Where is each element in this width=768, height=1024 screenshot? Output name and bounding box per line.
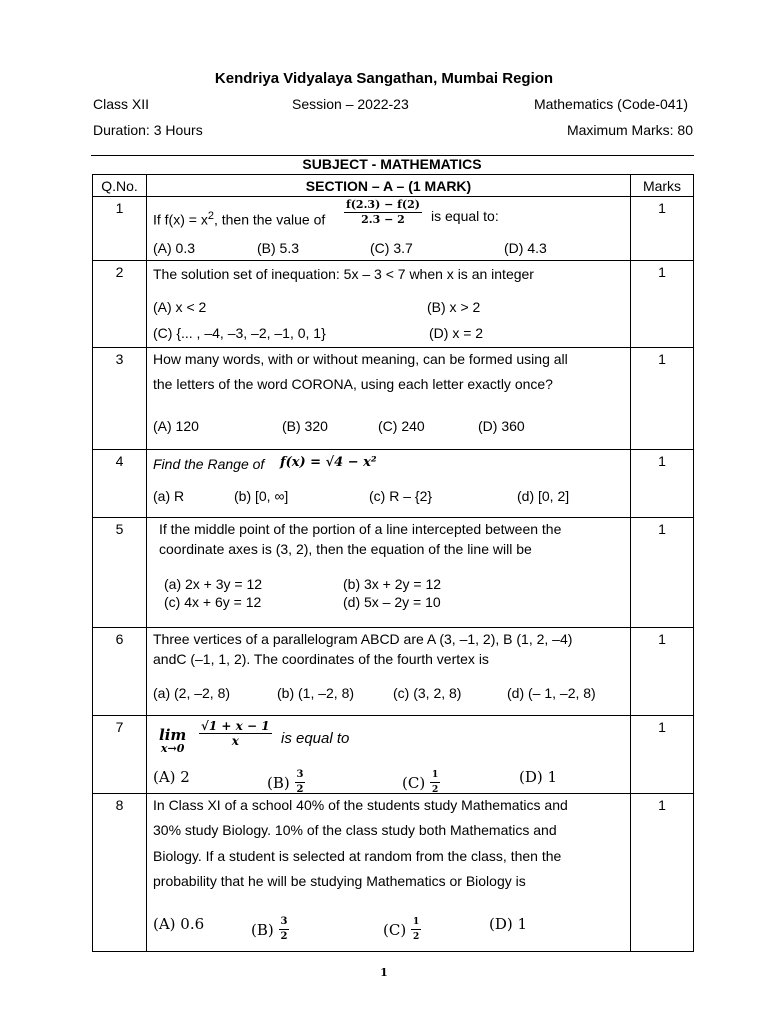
option-c: (C) {... , –4, –3, –2, –1, 0, 1}	[153, 325, 326, 341]
max-marks-label: Maximum Marks: 80	[566, 122, 693, 138]
question-marks: 1	[631, 794, 694, 952]
question-body	[147, 450, 631, 518]
option-b: (B) $\frac{3}{2}$	[251, 916, 288, 942]
question-marks: 1	[631, 450, 694, 518]
option-a: (A) 0.3	[153, 240, 196, 256]
question-number: 5	[93, 518, 147, 628]
page-number: 1	[380, 966, 388, 979]
question-text-end: is equal to:	[431, 208, 499, 224]
option-d: (d) 5x – 2y = 10	[343, 594, 441, 610]
option-c: (C) $\frac{1}{2}$	[383, 917, 420, 942]
option-c: (c) 4x + 6y = 12	[164, 594, 262, 610]
option-b: (B) x > 2	[427, 299, 481, 315]
option-c: (C) 240	[378, 418, 425, 434]
question-body	[147, 628, 631, 716]
table-header-row	[93, 175, 694, 197]
option-c: (c) R – {2}	[369, 488, 433, 504]
school-title: Kendriya Vidyalaya Sangathan, Mumbai Region	[214, 70, 554, 87]
option-a: (a) (2, –2, 8)	[153, 685, 231, 701]
limit-fraction: $\frac{√1 + x - 1}{x}$	[201, 719, 270, 748]
subject-code-label: Mathematics (Code-041)	[533, 96, 688, 112]
question-marks: 1	[631, 628, 694, 716]
fraction: $\frac{f(2.3) - f(2)}{2.3 - 2}$	[346, 198, 420, 226]
option-b: (B) 5.3	[257, 240, 300, 256]
option-a: (A) 120	[153, 418, 199, 434]
question-text-line-1: In Class XI of a school 40% of the students study Mathematics and	[153, 797, 568, 813]
question-number: 6	[93, 628, 147, 716]
option-d: (D) 360	[478, 418, 525, 434]
question-body	[147, 518, 631, 628]
option-b: (B) 320	[282, 418, 328, 434]
section-header: SECTION – A – (1 MARK)	[147, 175, 631, 197]
option-b: (B) $\frac{3}{2}$	[267, 769, 304, 795]
question-text-line-1: Three vertices of a parallelogram ABCD are A (3, –1, 2), B (1, 2, –4)	[153, 631, 573, 647]
question-marks: 1	[631, 197, 694, 261]
subject-heading: SUBJECT - MATHEMATICS	[302, 156, 482, 172]
option-b: (b) [0, ∞]	[234, 488, 289, 504]
question-body	[147, 794, 631, 952]
question-marks: 1	[631, 716, 694, 794]
option-a: (a) 2x + 3y = 12	[164, 576, 263, 592]
question-body	[147, 348, 631, 450]
option-d: (D) 1	[489, 915, 528, 933]
question-number: 7	[93, 716, 147, 794]
questions-table	[92, 174, 694, 952]
question-marks: 1	[631, 348, 694, 450]
option-a: (a) R	[153, 488, 185, 504]
question-number: 3	[93, 348, 147, 450]
option-d: (D) 4.3	[504, 240, 547, 256]
question-row	[93, 716, 694, 794]
question-row	[93, 518, 694, 628]
question-row	[93, 348, 694, 450]
question-number: 8	[93, 794, 147, 952]
qno-header: Q.No.	[93, 175, 147, 197]
question-row	[93, 261, 694, 348]
option-c: (C) 3.7	[370, 240, 413, 256]
option-d: (D) 1	[519, 768, 558, 786]
question-body	[147, 716, 631, 794]
question-row	[93, 197, 694, 261]
question-number: 1	[93, 197, 147, 261]
option-d: (D) x = 2	[429, 325, 484, 341]
question-text-line-2: coordinate axes is (3, 2), then the equation of the line will be	[159, 541, 532, 557]
session-label: Session – 2022-23	[292, 96, 409, 112]
marks-header: Marks	[631, 175, 694, 197]
question-row	[93, 628, 694, 716]
limit-expression: lim x→0	[159, 726, 187, 755]
option-a: (A) x < 2	[153, 299, 207, 315]
question-row	[93, 794, 694, 952]
question-text-line-1: How many words, with or without meaning, can be formed using all	[153, 351, 568, 367]
option-c: (c) (3, 2, 8)	[393, 685, 462, 701]
question-text-line-2: the letters of the word CORONA, using each letter exactly once?	[153, 376, 553, 392]
question-body	[147, 261, 631, 348]
option-c: (C) $\frac{1}{2}$	[402, 770, 439, 795]
option-a: (A) 2	[153, 768, 190, 786]
option-b: (b) 3x + 2y = 12	[343, 576, 442, 592]
option-b: (b) (1, –2, 8)	[277, 685, 355, 701]
option-d: (d) [0, 2]	[517, 488, 570, 504]
question-row	[93, 450, 694, 518]
question-text-line-2: andC (–1, 1, 2). The coordinates of the fourth vertex is	[153, 651, 489, 667]
question-text: If $f(x) = x^2$, then the value of	[153, 210, 326, 228]
question-text-line-2: 30% study Biology. 10% of the class study both Mathematics and	[153, 822, 557, 838]
option-a: (A) 0.6	[153, 915, 205, 933]
question-text: is equal to	[281, 730, 350, 747]
question-body	[147, 197, 631, 261]
duration-label: Duration: 3 Hours	[93, 122, 203, 138]
class-label: Class XII	[93, 96, 150, 112]
range-expression: f(x) = √4 − x²	[280, 455, 377, 470]
question-marks: 1	[631, 518, 694, 628]
question-text-line-1: If the middle point of the portion of a line intercepted between the	[159, 521, 562, 537]
question-text-line-3: Biology. If a student is selected at random from the class, then the	[153, 848, 562, 864]
question-text: The solution set of inequation: 5x – 3 < 7 when x is an integer	[153, 266, 534, 282]
question-text-line-4: probability that he will be studying Mathematics or Biology is	[153, 873, 526, 889]
question-number: 4	[93, 450, 147, 518]
question-number: 2	[93, 261, 147, 348]
question-text: Find the Range of	[153, 456, 265, 472]
option-d: (d) (– 1, –2, 8)	[507, 685, 596, 701]
question-marks: 1	[631, 261, 694, 348]
